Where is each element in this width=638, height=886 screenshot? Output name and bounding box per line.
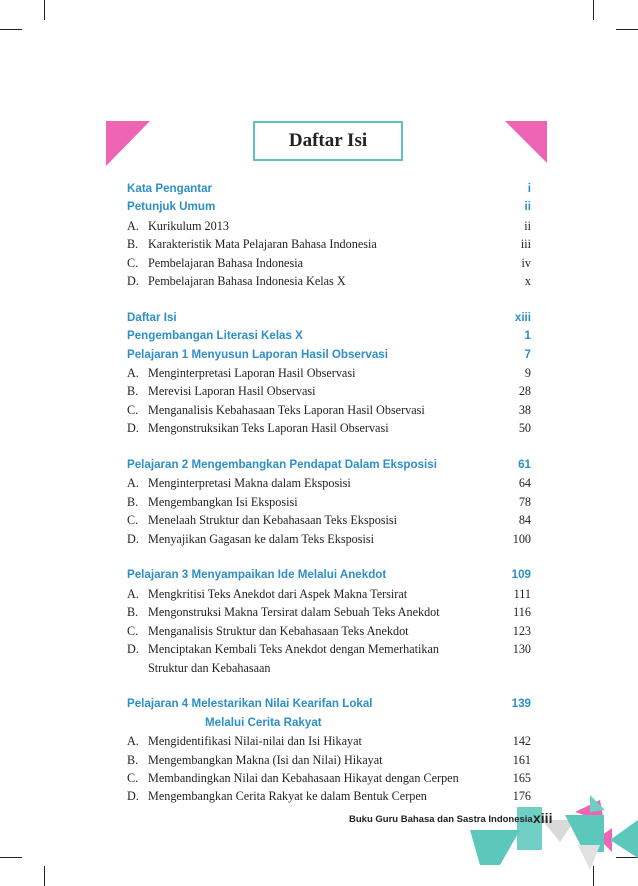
toc-page-number: 64	[518, 476, 531, 491]
toc-item-letter: C.	[127, 255, 139, 270]
toc-item-letter: C.	[127, 623, 139, 638]
toc-page-number: 28	[518, 384, 531, 399]
toc-page-number: iii	[520, 237, 531, 252]
toc-item-letter: D.	[127, 274, 139, 289]
pink-triangle-left	[106, 121, 150, 166]
toc-heading	[127, 695, 531, 713]
toc-label: Menginterpretasi Makna dalam Eksposisi	[148, 476, 351, 491]
toc-page-number: 130	[512, 642, 531, 657]
toc-heading	[127, 346, 531, 364]
toc-page-number: i	[527, 182, 531, 195]
toc-label: Melalui Cerita Rakyat	[205, 715, 322, 729]
footer-page-number: xiii	[533, 810, 553, 826]
toc-page-number: xiii	[514, 310, 531, 324]
toc-item	[127, 401, 531, 419]
toc-item	[127, 272, 531, 290]
toc-page-number: 161	[512, 752, 531, 767]
toc-item	[127, 769, 531, 787]
toc-item	[127, 254, 531, 272]
toc-page-number: 9	[524, 366, 531, 381]
title-box	[253, 121, 403, 161]
toc-item	[127, 382, 531, 400]
toc-page-number: iv	[521, 255, 531, 270]
toc-page-number: 142	[512, 734, 531, 749]
toc-page-number: x	[524, 274, 531, 289]
toc-item	[127, 622, 531, 640]
toc-heading	[127, 309, 531, 327]
toc-page-number: 123	[512, 623, 531, 638]
toc-label: Pengembangan Literasi Kelas X	[127, 329, 303, 343]
toc-item-letter: A.	[127, 734, 139, 749]
toc-item-letter: C.	[127, 402, 139, 417]
toc-label: Menciptakan Kembali Teks Anekdot dengan Memerhatikan	[148, 642, 439, 657]
toc-item	[127, 235, 531, 253]
toc-label: Merevisi Laporan Hasil Observasi	[148, 384, 316, 399]
toc-item	[127, 603, 531, 621]
toc-label: Menginterpretasi Laporan Hasil Observasi	[148, 366, 356, 381]
toc-item	[127, 419, 531, 437]
toc-page-number: 78	[518, 494, 531, 509]
toc-item-letter: D.	[127, 789, 139, 804]
toc-label: Mengonstruksikan Teks Laporan Hasil Observasi	[148, 421, 389, 436]
toc-item-letter: B.	[127, 752, 139, 767]
toc-heading	[127, 327, 531, 345]
section-gap	[127, 677, 531, 695]
toc-label: Menelaah Struktur dan Kebahasaan Teks Eksposisi	[148, 513, 398, 528]
toc-label: Menganalisis Struktur dan Kebahasaan Teks Anekdot	[148, 623, 409, 638]
toc-heading	[127, 198, 531, 216]
toc-item	[127, 732, 531, 750]
toc-item	[127, 640, 531, 658]
toc-item-letter: A.	[127, 218, 139, 233]
toc-item	[127, 787, 531, 805]
toc-page-number: 38	[518, 402, 531, 417]
gray-shape	[578, 845, 600, 870]
toc-page-number: 111	[513, 586, 531, 601]
toc-label: Kata Pengantar	[127, 182, 213, 195]
toc-label: Mengembangkan Cerita Rakyat ke dalam Bentuk Cerpen	[148, 789, 427, 804]
toc-label: Pelajaran 2 Mengembangkan Pendapat Dalam Eksposisi	[127, 458, 437, 472]
toc-label: Mengidentifikasi Nilai-nilai dan Isi Hikayat	[148, 734, 362, 749]
section-gap	[127, 438, 531, 456]
toc-page-number: 7	[524, 347, 531, 361]
teal-shape	[610, 820, 638, 858]
section-gap	[127, 290, 531, 308]
toc-label: Menyajikan Gagasan ke dalam Teks Eksposisi	[148, 531, 375, 546]
toc-heading-continuation	[127, 714, 531, 732]
toc-page-number: ii	[524, 200, 531, 214]
pink-triangle-right	[505, 121, 547, 163]
toc-item-letter: A.	[127, 586, 139, 601]
teal-shape	[470, 830, 520, 865]
toc-item	[127, 751, 531, 769]
toc-item	[127, 493, 531, 511]
toc-item	[127, 474, 531, 492]
toc-label: Mengembangkan Makna (Isi dan Nilai) Hikayat	[148, 752, 383, 767]
page-title: Daftar Isi	[288, 130, 368, 151]
toc-item-letter: B.	[127, 494, 139, 509]
toc-label: Menganalisis Kebahasaan Teks Laporan Hasil Observasi	[148, 402, 425, 417]
toc-page-number: ii	[524, 218, 531, 233]
toc-label: Membandingkan Nilai dan Kebahasaan Hikayat dengan Cerpen	[148, 770, 459, 785]
toc-item	[127, 364, 531, 382]
toc-item-letter: A.	[127, 366, 139, 381]
toc-page-number: 176	[512, 789, 531, 804]
teal-shape	[590, 795, 605, 812]
toc-label: Pelajaran 1 Menyusun Laporan Hasil Observasi	[127, 347, 388, 361]
toc-item	[127, 530, 531, 548]
toc-item-letter: D.	[127, 642, 139, 657]
toc-heading	[127, 566, 531, 584]
toc-page-number: 50	[518, 421, 531, 436]
toc-item-letter: B.	[127, 237, 139, 252]
toc-item-letter: D.	[127, 531, 139, 546]
toc-label: Pelajaran 3 Menyampaikan Ide Melalui Anekdot	[127, 568, 387, 582]
toc-item-letter: D.	[127, 421, 139, 436]
toc-label: Daftar Isi	[127, 310, 177, 324]
toc-item-letter: A.	[127, 476, 139, 491]
toc-label: Pelajaran 4 Melestarikan Nilai Kearifan Lokal	[127, 697, 373, 711]
toc-page-number: 100	[512, 531, 531, 546]
section-gap	[127, 548, 531, 566]
toc-page-number: 109	[511, 568, 531, 582]
toc-label: Karakteristik Mata Pelajaran Bahasa Indonesia	[148, 237, 377, 252]
toc-label: Mengembangkan Isi Eksposisi	[148, 494, 298, 509]
toc-item-letter: B.	[127, 605, 139, 620]
toc-item-letter: C.	[127, 770, 139, 785]
toc-item	[127, 511, 531, 529]
toc-page-number: 116	[513, 605, 531, 620]
toc-page-number: 61	[518, 458, 531, 472]
toc-item	[127, 585, 531, 603]
footer-book-title: Buku Guru Bahasa dan Sastra Indonesia	[349, 814, 533, 825]
table-of-contents	[127, 180, 531, 806]
toc-label: Petunjuk Umum	[127, 200, 216, 214]
toc-page-number: 1	[524, 329, 531, 343]
toc-item-continuation	[127, 659, 531, 677]
toc-label: Mengonstruksi Makna Tersirat dalam Sebuah Teks Anekdot	[148, 605, 440, 620]
toc-label: Struktur dan Kebahasaan	[148, 660, 271, 675]
toc-page-number: 139	[511, 697, 531, 711]
toc-item	[127, 217, 531, 235]
toc-label: Mengkritisi Teks Anekdot dari Aspek Makna Tersirat	[148, 586, 408, 601]
toc-label: Pembelajaran Bahasa Indonesia Kelas X	[148, 274, 346, 289]
toc-heading	[127, 180, 531, 198]
toc-item-letter: C.	[127, 513, 139, 528]
toc-heading	[127, 456, 531, 474]
toc-label: Kurikulum 2013	[148, 218, 229, 233]
toc-item-letter: B.	[127, 384, 139, 399]
toc-page-number: 165	[512, 770, 531, 785]
toc-label: Pembelajaran Bahasa Indonesia	[148, 255, 303, 270]
toc-page-number: 84	[518, 513, 531, 528]
